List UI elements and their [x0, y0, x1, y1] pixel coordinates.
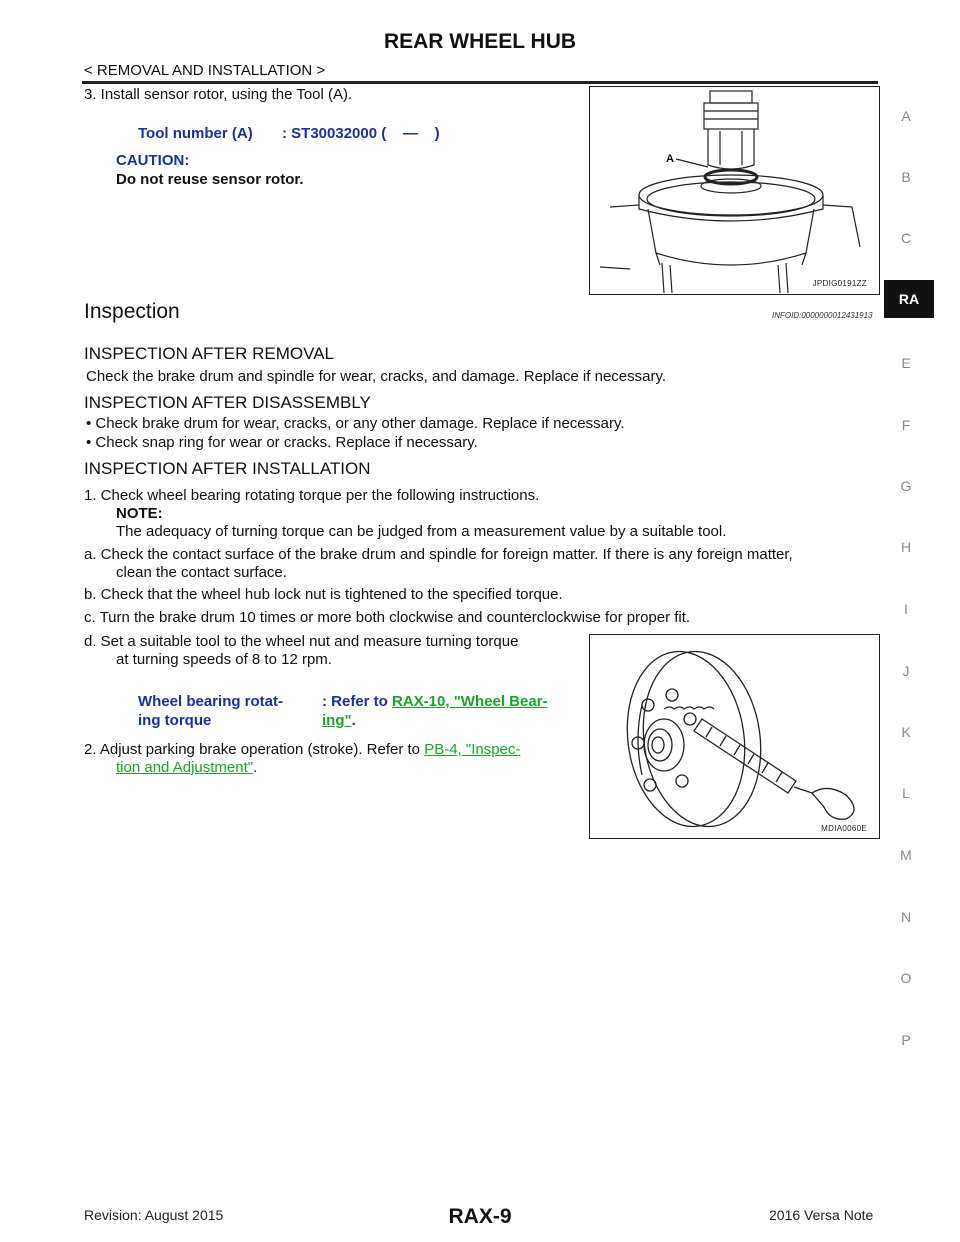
- spec-label-cont: ing torque: [138, 712, 212, 729]
- index-letter-l[interactable]: L: [902, 785, 910, 801]
- index-letter-c[interactable]: C: [900, 230, 912, 246]
- heading-after-disassembly: INSPECTION AFTER DISASSEMBLY: [84, 393, 371, 412]
- heading-after-installation: INSPECTION AFTER INSTALLATION: [84, 459, 371, 478]
- link-parking-brake[interactable]: PB-4, "Inspec-: [424, 741, 521, 758]
- spec-period: .: [351, 712, 356, 729]
- index-letter-f[interactable]: F: [901, 417, 911, 433]
- step2-text: [84, 740, 520, 759]
- breadcrumb: < REMOVAL AND INSTALLATION >: [84, 62, 326, 79]
- step-b-text: b. Check that the wheel hub lock nut is tightened to the specified torque.: [84, 586, 563, 603]
- caution-label: CAUTION:: [116, 152, 190, 169]
- footer-revision: Revision: August 2015: [84, 1207, 224, 1223]
- figure1-code: JPDIG0191ZZ: [812, 279, 867, 288]
- footer-page-number: RAX-9: [448, 1205, 512, 1228]
- step-a-text-cont: clean the contact surface.: [116, 564, 287, 581]
- index-tab-active[interactable]: RA: [884, 280, 934, 318]
- after-removal-text: Check the brake drum and spindle for wear, cracks, and damage. Replace if necessary.: [86, 368, 667, 385]
- step-d-text: d. Set a suitable tool to the wheel nut and measure turning torque: [84, 633, 519, 650]
- index-letter-j[interactable]: J: [902, 663, 910, 679]
- note-text: The adequacy of turning torque can be judged from a measurement value by a suitable tool.: [116, 523, 727, 540]
- step-d-text-cont: at turning speeds of 8 to 12 rpm.: [116, 651, 332, 668]
- index-letter-e[interactable]: E: [901, 355, 911, 371]
- info-id: INFOID:0000000012431913: [772, 311, 873, 320]
- index-letter-n[interactable]: N: [900, 909, 912, 925]
- list-item: • Check brake drum for wear, cracks, or any other damage. Replace if necessary.: [86, 415, 625, 432]
- index-letter-k[interactable]: K: [901, 724, 911, 740]
- step2-period: .: [253, 759, 258, 776]
- step-a-text: a. Check the contact surface of the brake drum and spindle for foreign matter. If there is any foreign matter,: [84, 546, 793, 563]
- spec-value: [322, 692, 548, 711]
- heading-after-removal: INSPECTION AFTER REMOVAL: [84, 344, 335, 363]
- figure-turning-torque: [589, 634, 880, 839]
- section-inspection-title: Inspection: [84, 300, 180, 323]
- index-letter-a[interactable]: A: [901, 108, 911, 124]
- link-wheel-bearing[interactable]: RAX-10, "Wheel Bear-: [392, 693, 548, 710]
- header-rule: [82, 81, 878, 84]
- index-letter-g[interactable]: G: [900, 478, 912, 494]
- list-item: • Check snap ring for wear or cracks. Replace if necessary.: [86, 434, 478, 451]
- note-label: NOTE:: [116, 505, 163, 522]
- caution-text: Do not reuse sensor rotor.: [116, 171, 304, 188]
- index-letter-o[interactable]: O: [900, 970, 912, 986]
- index-letter-h[interactable]: H: [900, 539, 912, 555]
- spec-label: Wheel bearing rotat-: [138, 693, 284, 710]
- index-letter-p[interactable]: P: [901, 1032, 911, 1048]
- figure-sensor-rotor-install: [589, 86, 880, 295]
- step3-text: 3. Install sensor rotor, using the Tool (A).: [84, 86, 353, 103]
- footer-model: 2016 Versa Note: [769, 1207, 874, 1223]
- tool-number-label: Tool number (A): [138, 125, 253, 142]
- tool-number-value: : ST30032000 ( — ): [282, 125, 440, 142]
- figure2-code: MDIA0060E: [821, 824, 867, 833]
- sensor-rotor-illustration: [590, 87, 879, 294]
- index-letter-i[interactable]: I: [904, 601, 908, 617]
- index-letter-m[interactable]: M: [900, 847, 912, 863]
- index-letter-b[interactable]: B: [901, 169, 911, 185]
- link-parking-brake-cont[interactable]: tion and Adjustment": [116, 759, 254, 776]
- spec-value-cont: [322, 711, 356, 730]
- step-c-text: c. Turn the brake drum 10 times or more both clockwise and counterclockwise for proper fit.: [84, 609, 691, 626]
- step2-label: 2. Adjust parking brake operation (stroke). Refer to: [84, 741, 425, 758]
- torque-gauge-illustration: [590, 635, 879, 838]
- figure1-callout: A: [666, 153, 674, 165]
- page-title: REAR WHEEL HUB: [383, 30, 577, 53]
- spec-refer-text: : Refer to: [322, 693, 393, 710]
- link-wheel-bearing-cont[interactable]: ing": [322, 712, 352, 729]
- step1-text: 1. Check wheel bearing rotating torque per the following instructions.: [84, 487, 540, 504]
- step2-text-cont: [116, 758, 257, 777]
